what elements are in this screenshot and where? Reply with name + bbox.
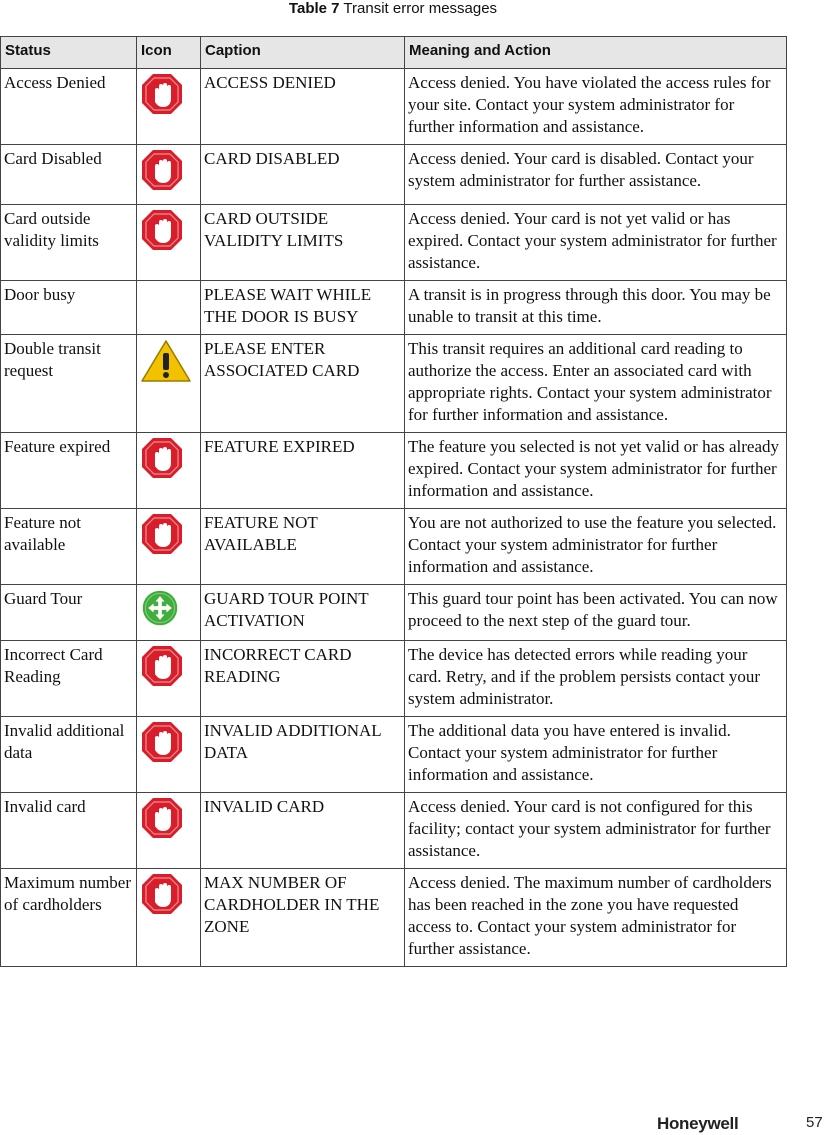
icon-cell — [137, 509, 201, 585]
table-row — [1, 509, 787, 585]
table-row — [1, 433, 787, 509]
status-cell: Door busy — [1, 281, 137, 335]
status-cell: Incorrect Card Reading — [1, 641, 137, 717]
table-row — [1, 281, 787, 335]
caption-cell: PLEASE ENTER ASSOCIATED CARD — [201, 335, 405, 433]
caption-cell: INVALID CARD — [201, 793, 405, 869]
status-cell: Guard Tour — [1, 585, 137, 641]
stop-hand-icon — [140, 148, 184, 192]
table-row — [1, 641, 787, 717]
icon-cell — [137, 585, 201, 641]
header-icon: Icon — [137, 37, 201, 69]
status-cell: Double transit request — [1, 335, 137, 433]
meaning-cell: The device has detected errors while reading your card. Retry, and if the problem persists contact your system administrator. — [405, 641, 787, 717]
table-row — [1, 585, 787, 641]
table-row — [1, 869, 787, 967]
caption-cell: CARD OUTSIDE VALIDITY LIMITS — [201, 205, 405, 281]
stop-hand-icon — [140, 208, 184, 252]
meaning-cell: Access denied. The maximum number of cardholders has been reached in the zone you have requested access to. Contact your system administrator for further assistance. — [405, 869, 787, 967]
table-caption — [0, 0, 786, 18]
caption-cell: FEATURE EXPIRED — [201, 433, 405, 509]
guard-tour-icon — [140, 588, 184, 632]
status-cell: Maximum number of cardholders — [1, 869, 137, 967]
meaning-cell: The additional data you have entered is invalid. Contact your system administrator for further information and assistance. — [405, 717, 787, 793]
table-row — [1, 205, 787, 281]
table-row — [1, 145, 787, 205]
header-caption: Caption — [201, 37, 405, 69]
honeywell-logo: Honeywell — [657, 1114, 739, 1133]
caption-cell: PLEASE WAIT WHILE THE DOOR IS BUSY — [201, 281, 405, 335]
status-cell: Card outside validity limits — [1, 205, 137, 281]
table-row — [1, 717, 787, 793]
icon-cell — [137, 793, 201, 869]
meaning-cell: Access denied. Your card is not yet valid or has expired. Contact your system administrator for further assistance. — [405, 205, 787, 281]
icon-cell — [137, 69, 201, 145]
meaning-cell: Access denied. Your card is disabled. Contact your system administrator for further assistance. — [405, 145, 787, 205]
caption-cell: INVALID ADDITIONAL DATA — [201, 717, 405, 793]
meaning-cell: A transit is in progress through this door. You may be unable to transit at this time. — [405, 281, 787, 335]
meaning-cell: Access denied. Your card is not configured for this facility; contact your system administrator for further assistance. — [405, 793, 787, 869]
header-meaning: Meaning and Action — [405, 37, 787, 69]
status-cell: Invalid additional data — [1, 717, 137, 793]
stop-hand-icon — [140, 720, 184, 764]
icon-cell — [137, 281, 201, 335]
stop-hand-icon — [140, 872, 184, 916]
warning-icon — [140, 338, 184, 382]
caption-cell: CARD DISABLED — [201, 145, 405, 205]
status-cell: Access Denied — [1, 69, 137, 145]
table-row — [1, 69, 787, 145]
status-cell: Invalid card — [1, 793, 137, 869]
icon-cell — [137, 205, 201, 281]
stop-hand-icon — [140, 796, 184, 840]
status-cell: Card Disabled — [1, 145, 137, 205]
caption-cell: GUARD TOUR POINT ACTIVATION — [201, 585, 405, 641]
status-cell: Feature expired — [1, 433, 137, 509]
page-number: 57 — [806, 1114, 823, 1131]
stop-hand-icon — [140, 72, 184, 116]
caption-cell: FEATURE NOT AVAILABLE — [201, 509, 405, 585]
meaning-cell: This transit requires an additional card reading to authorize the access. Enter an associated card with appropriate rights. Contact your system administrator for further information and assistance. — [405, 335, 787, 433]
stop-hand-icon — [140, 512, 184, 556]
table-header-row — [1, 37, 787, 69]
meaning-cell: You are not authorized to use the feature you selected. Contact your system administrator for further information and assistance. — [405, 509, 787, 585]
meaning-cell: This guard tour point has been activated. You can now proceed to the next step of the guard tour. — [405, 585, 787, 641]
caption-cell: MAX NUMBER OF CARDHOLDER IN THE ZONE — [201, 869, 405, 967]
table-caption-text: Transit error messages — [343, 0, 498, 17]
icon-cell — [137, 145, 201, 205]
table-row — [1, 793, 787, 869]
caption-cell: ACCESS DENIED — [201, 69, 405, 145]
icon-cell — [137, 433, 201, 509]
icon-cell — [137, 869, 201, 967]
meaning-cell: The feature you selected is not yet valid or has already expired. Contact your system administrator for further information and assistance. — [405, 433, 787, 509]
stop-hand-icon — [140, 644, 184, 688]
stop-hand-icon — [140, 436, 184, 480]
icon-cell — [137, 335, 201, 433]
transit-error-table — [0, 36, 787, 967]
meaning-cell: Access denied. You have violated the access rules for your site. Contact your system administrator for further information and assistance. — [405, 69, 787, 145]
icon-cell — [137, 641, 201, 717]
table-row — [1, 335, 787, 433]
header-status: Status — [1, 37, 137, 69]
icon-cell — [137, 717, 201, 793]
table-caption-label: Table 7 — [288, 0, 340, 17]
caption-cell: INCORRECT CARD READING — [201, 641, 405, 717]
status-cell: Feature not available — [1, 509, 137, 585]
